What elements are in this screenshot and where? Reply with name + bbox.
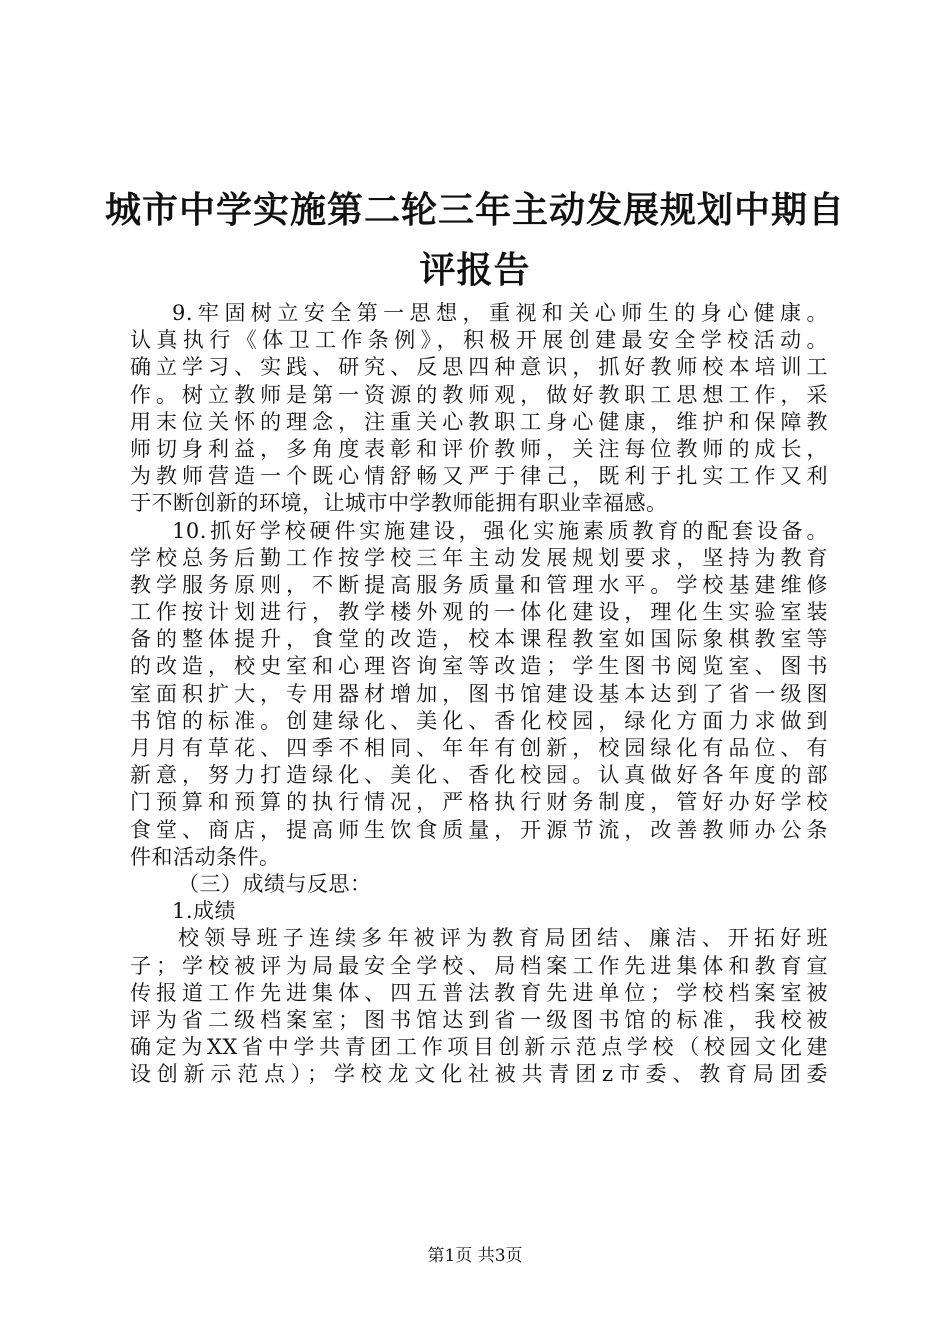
paragraph-line: 书馆的标准。创建绿化、美化、香化校园，绿化方面力求做到 (130, 708, 828, 733)
paragraph-line: 10.抓好学校硬件实施建设，强化实施素质教育的配套设备。 (172, 518, 828, 543)
paragraph-line: 师切身利益，多角度表彰和评价教师，关注每位教师的成长， (130, 436, 828, 461)
paragraph-line: 子；学校被评为局最安全学校、局档案工作先进集体和教育宣 (130, 953, 828, 978)
paragraph-line: 评为省二级档案室；图书馆达到省一级图书馆的标准，我校被 (130, 1007, 828, 1032)
paragraph-line: 食堂、商店，提高师生饮食质量，开源节流，改善教师办公条 (130, 817, 828, 842)
paragraph-line: 9.牢固树立安全第一思想，重视和关心师生的身心健康。 (172, 301, 828, 325)
paragraph-line: 认真执行《体卫工作条例》，积极开展创建最安全学校活动。 (130, 328, 828, 353)
paragraph-line: 月月有草花、四季不相同、年年有创新，校园绿化有品位、有 (130, 736, 828, 760)
paragraph-line: 确立学习、实践、研究、反思四种意识，抓好教师校本培训工 (130, 355, 828, 380)
subsection-heading: 1.成绩 (172, 899, 237, 924)
paragraph-line: 工作按计划进行，教学楼外观的一体化建设，理化生实验室装 (130, 600, 828, 625)
paragraph-line: 校领导班子连续多年被评为教育局团结、廉洁、开拓好班 (178, 926, 828, 951)
paragraph-line: 的改造，校史室和心理咨询室等改造；学生图书阅览室、图书 (130, 654, 828, 679)
paragraph-line: 作。树立教师是第一资源的教师观，做好教职工思想工作，采 (130, 382, 828, 407)
paragraph-line: 教学服务原则，不断提高服务质量和管理水平。学校基建维修 (130, 572, 828, 597)
paragraph-line: 门预算和预算的执行情况，严格执行财务制度，管好办好学校 (130, 790, 828, 815)
paragraph-line: 为教师营造一个既心情舒畅又严于律己，既利于扎实工作又利 (130, 464, 828, 489)
paragraph-line: 用末位关怀的理念，注重关心教职工身心健康，维护和保障教 (130, 409, 828, 434)
paragraph-line: 件和活动条件。 (130, 844, 281, 869)
paragraph-line: 传报道工作先进集体、四五普法教育先进单位；学校档案室被 (130, 980, 828, 1005)
paragraph-line: 设创新示范点）；学校龙文化社被共青团z市委、教育局团委 (130, 1062, 828, 1087)
title-line-2: 评报告 (419, 249, 531, 291)
title-line-1: 城市中学实施第二轮三年主动发展规划中期自 (104, 189, 845, 231)
paragraph-line: 确定为XX省中学共青团工作项目创新示范点学校（校园文化建 (130, 1035, 828, 1060)
paragraph-line: 新意，努力打造绿化、美化、香化校园。认真做好各年度的部 (130, 763, 828, 788)
document-body (130, 300, 828, 1088)
paragraph-line: 备的整体提升，食堂的改造，校本课程教室如国际象棋教室等 (130, 627, 828, 652)
paragraph-line: 室面积扩大，专用器材增加，图书馆建设基本达到了省一级图 (130, 681, 828, 706)
page-footer: 第1页 共3页 (427, 1246, 523, 1266)
document-title (100, 180, 850, 300)
paragraph-line: 学校总务后勤工作按学校三年主动发展规划要求，坚持为教育 (130, 545, 828, 570)
section-heading: （三）成绩与反思： (178, 871, 372, 896)
paragraph-line: 于不断创新的环境，让城市中学教师能拥有职业幸福感。 (130, 491, 668, 516)
